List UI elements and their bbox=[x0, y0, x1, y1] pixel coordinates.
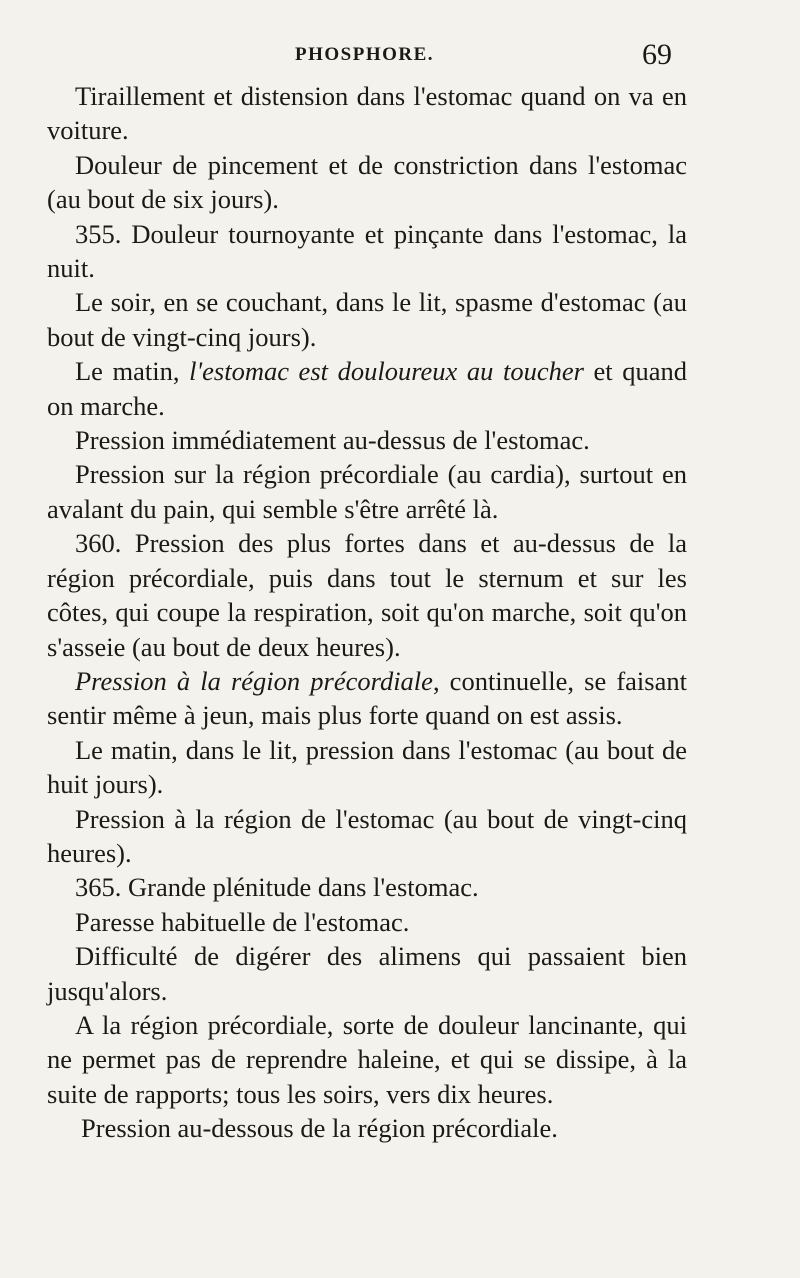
paragraph-text: Le matin, bbox=[75, 356, 190, 387]
paragraph: A la région précordiale, sorte de douleur lancinante, qui ne permet pas de reprendre haleine, et qui se dissipe, à la suite de rapports; tous les soirs, vers dix heures. bbox=[47, 1009, 687, 1109]
paragraph: 360. Pression des plus fortes dans et au-dessus de la région précordiale, puis dans tout le sternum et sur les côtes, qui coupe la respiration, soit qu'on marche, soit qu'on s'asseie (au bout de deux heures). bbox=[47, 528, 687, 662]
paragraph-text: , continuelle, se faisant sentir même à jeun, mais plus forte quand on est assis. bbox=[47, 665, 687, 731]
italic-text: l'estomac est douloureux au toucher bbox=[189, 356, 584, 387]
paragraph: Pression sur la région précordiale (au cardia), surtout en avalant du pain, qui semble s'être arrêté là. bbox=[47, 459, 687, 524]
paragraph: Difficulté de digérer des alimens qui passaient bien jusqu'alors. bbox=[47, 941, 687, 1006]
italic-text: Pression à la région précordiale bbox=[75, 665, 433, 696]
running-header bbox=[0, 38, 800, 78]
paragraph: Pression à la région de l'estomac (au bout de vingt-cinq heures). bbox=[47, 803, 687, 868]
paragraph: Pression immédiatement au-dessus de l'estomac. bbox=[75, 425, 590, 456]
page-body bbox=[47, 79, 687, 1146]
paragraph: 355. Douleur tournoyante et pinçante dans l'estomac, la nuit. bbox=[47, 218, 687, 284]
paragraph: Paresse habituelle de l'estomac. bbox=[75, 906, 410, 937]
paragraph bbox=[47, 664, 687, 733]
paragraph bbox=[47, 354, 687, 423]
paragraph: Douleur de pincement et de constriction dans l'estomac (au bout de six jours). bbox=[47, 149, 687, 215]
page-number: 69 bbox=[642, 38, 672, 71]
paragraph: 365. Grande plénitude dans l'estomac. bbox=[75, 872, 479, 903]
paragraph: Pression au-dessous de la région précordiale. bbox=[81, 1113, 558, 1144]
paragraph-text: et quand on marche. bbox=[47, 356, 687, 421]
paragraph: Le soir, en se couchant, dans le lit, spasme d'estomac (au bout de vingt-cinq jours). bbox=[47, 287, 687, 352]
running-title: PHOSPHORE. bbox=[295, 44, 435, 65]
paragraph: Le matin, dans le lit, pression dans l'estomac (au bout de huit jours). bbox=[47, 734, 687, 800]
paragraph: Tiraillement et distension dans l'estomac quand on va en voiture. bbox=[47, 81, 687, 146]
